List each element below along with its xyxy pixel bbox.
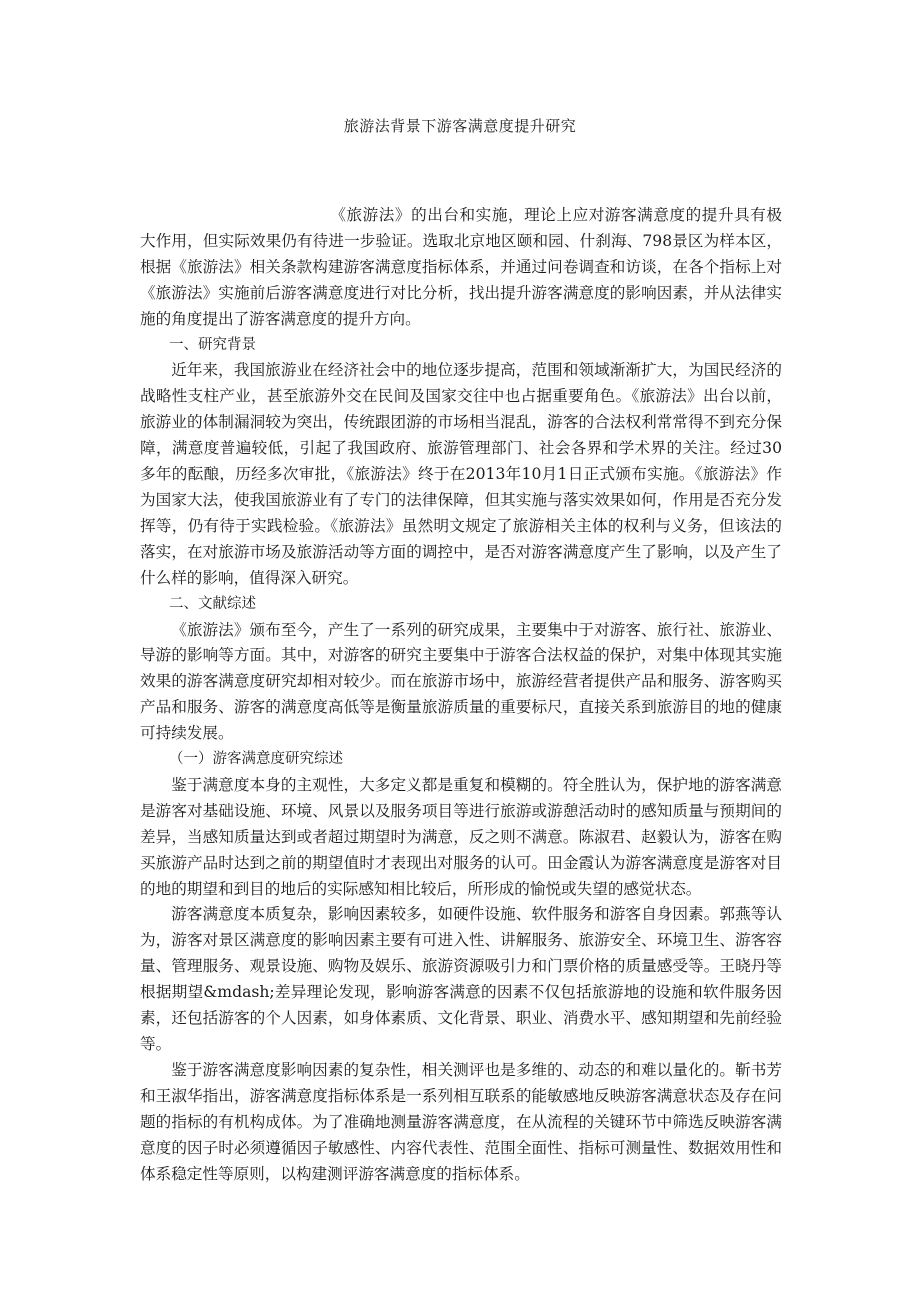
abstract-paragraph: 《旅游法》的出台和实施，理论上应对游客满意度的提升具有极大作用，但实际效果仍有待进一步验证。选取北京地区颐和园、什刹海、798景区为样本区，根据《旅游法》相关条款构建游客满意度指标体系，并通过问卷调查和访谈，在各个指标上对《旅游法》实施前后游客满意度进行对比分析，找出提升游客满意度的影响因素，并从法律实施的角度提出了游客满意度的提升方向。 bbox=[140, 206, 782, 328]
body-paragraph: 游客满意度本质复杂，影响因素较多，如硬件设施、软件服务和游客自身因素。郭燕等认为，游客对景区满意度的影响因素主要有可进入性、讲解服务、旅游安全、环境卫生、游客容量、管理服务、观景设施、购物及娱乐、旅游资源吸引力和门票价格的质量感受等。王晓丹等根据期望&mdash;差异理论发现，影响游客满意的因素不仅包括旅游地的设施和软件服务因素，还包括游客的个人因素，如身体素质、文化背景、职业、消费水平、感知期望和先前经验等。 bbox=[140, 905, 782, 1053]
section-heading-research-background: 一、研究背景 bbox=[169, 336, 256, 353]
body-paragraph: 鉴于满意度本身的主观性，大多定义都是重复和模糊的。符全胜认为，保护地的游客满意是游客对基础设施、环境、风景以及服务项目等进行旅游或游憩活动时的感知质量与预期间的差异，当感知质量达到或者超过期望时为满意，反之则不满意。陈淑君、赵毅认为，游客在购买旅游产品时达到之前的期望值时才表现出对服务的认可。田金霞认为游客满意度是游客对目的地的期望和到目的地后的实际感知相比较后，所形成的愉悦或失望的感觉状态。 bbox=[140, 775, 782, 898]
body-paragraph: 鉴于游客满意度影响因素的复杂性，相关测评也是多维的、动态的和难以量化的。靳书芳和王淑华指出，游客满意度指标体系是一系列相互联系的能敏感地反映游客满意状态及存在问题的指标的有机构成体。为了准确地测量游客满意度，在从流程的关键环节中筛选反映游客满意度的因子时必须遵循因子敏感性、内容代表性、范围全面性、指标可测量性、数据效用性和体系稳定性等原则，以构建测评游客满意度的指标体系。 bbox=[140, 1060, 782, 1183]
subsection-heading-satisfaction-review: （一）游客满意度研究综述 bbox=[169, 751, 343, 768]
body-paragraph: 近年来，我国旅游业在经济社会中的地位逐步提高，范围和领域渐渐扩大，为国民经济的战略性支柱产业，甚至旅游外交在民间及国家交往中也占据重要角色。《旅游法》出台以前，旅游业的体制漏洞较为突出，传统跟团游的市场相当混乱，游客的合法权利常常得不到充分保障，满意度普遍较低，引起了我国政府、旅游管理部门、社会各界和学术界的关注。经过30多年的酝酿，历经多次审批，《旅游法》终于在2013年10月1日正式颁布实施。《旅游法》作为国家大法，使我国旅游业有了专门的法律保障，但其实施与落实效果如何，作用是否充分发挥等，仍有待于实践检验。《旅游法》虽然明文规定了旅游相关主体的权利与义务，但该法的落实，在对旅游市场及旅游活动等方面的调控中，是否对游客满意度产生了影响，以及产生了什么样的影响，值得深入研究。 bbox=[140, 361, 782, 587]
document-title: 旅游法背景下游客满意度提升研究 bbox=[343, 117, 577, 135]
body-paragraph: 《旅游法》颁布至今，产生了一系列的研究成果，主要集中于对游客、旅行社、旅游业、导游的影响等方面。其中，对游客的研究主要集中于游客合法权益的保护，对集中体现其实施效果的游客满意度研究却相对较少。而在旅游市场中，旅游经营者提供产品和服务、游客购买产品和服务、游客的满意度高低等是衡量旅游质量的重要标尺，直接关系到旅游目的地的健康可持续发展。 bbox=[140, 620, 782, 743]
document-body bbox=[140, 203, 782, 1187]
section-heading-literature-review: 二、文献综述 bbox=[169, 595, 256, 612]
